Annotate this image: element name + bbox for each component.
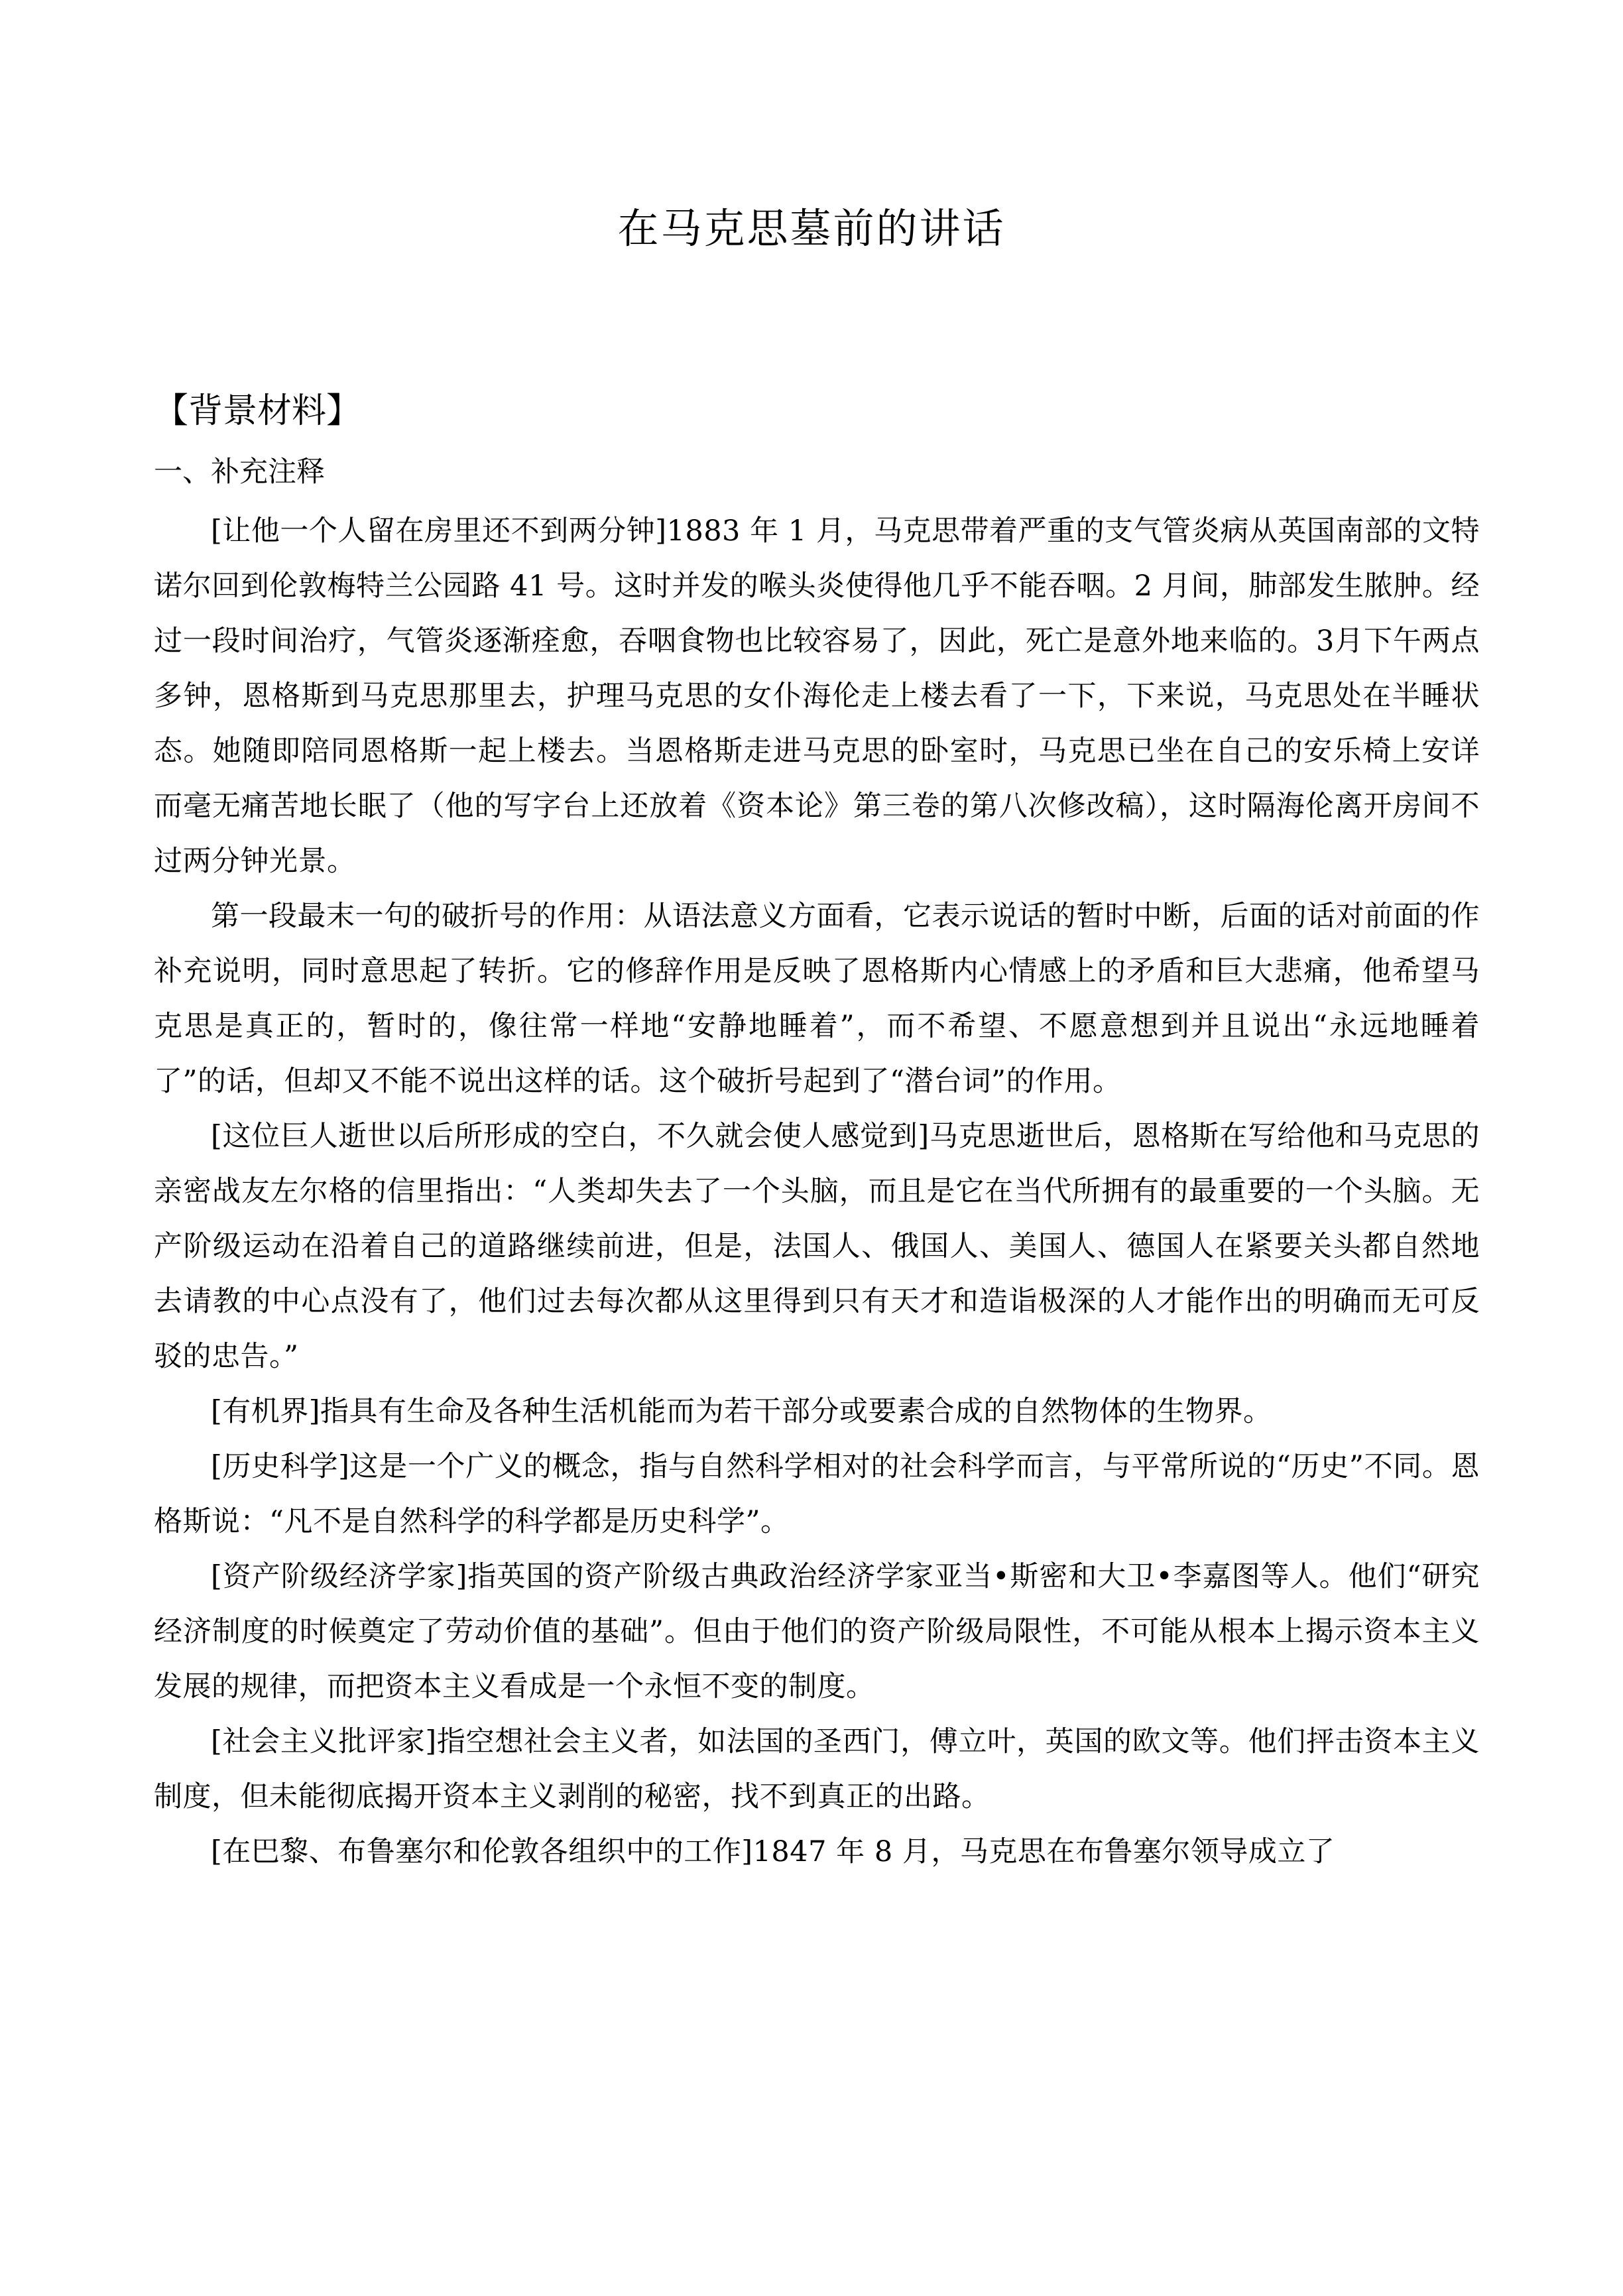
paragraph-bourgeois-economists: [资产阶级经济学家]指英国的资产阶级古典政治经济学家亚当•斯密和大卫•李嘉图等人。他们“研究经济制度的时候奠定了劳动价值的基础”。但由于他们的资产阶级局限性，不可能从根本上揭示资本主义发展的规律，而把资本主义看成是一个永恒不变的制度。 <box>154 1560 1480 1703</box>
subheading: 一、补充注释 <box>154 455 325 489</box>
page-title: 在马克思墓前的讲话 <box>617 204 1006 253</box>
paragraph-death-of-marx: [让他一个人留在房里还不到两分钟]1883 年 1 月，马克思带着严重的支气管炎病从英国南部的文特诺尔回到伦敦梅特兰公园路 41 号。这时并发的喉头炎使得他几乎不能吞咽。2 月间，肺部发生脓肿。经过一段时间治疗，气管炎逐渐痊愈，吞咽食物也比较容易了，因此，死亡是意外地来临的。3月下午两点多钟，恩格斯到马克思那里去，护理马克思的女仆海伦走上楼去看了一下，下来说，马克思处在半睡状态。她随即陪同恩格斯一起上楼去。当恩格斯走进马克思的卧室时，马克思已坐在自己的安乐椅上安详而毫无痛苦地长眠了（他的写字台上还放着《资本论》第三卷的第八次修改稿），这时隔海伦离开房间不过两分钟光景。 <box>154 514 1480 878</box>
body-text <box>154 504 1480 1880</box>
paragraph-socialist-critics: [社会主义批评家]指空想社会主义者，如法国的圣西门，傅立叶，英国的欧文等。他们抨击资本主义制度，但未能彻底揭开资本主义剥削的秘密，找不到真正的出路。 <box>154 1725 1480 1813</box>
paragraph-historical-science: [历史科学]这是一个广义的概念，指与自然科学相对的社会科学而言，与平常所说的“历史”不同。恩格斯说：“凡不是自然科学的科学都是历史科学”。 <box>154 1450 1480 1538</box>
paragraph-giant-void: [这位巨人逝世以后所形成的空白，不久就会使人感觉到]马克思逝世后，恩格斯在写给他和马克思的亲密战友左尔格的信里指出：“人类却失去了一个头脑，而且是它在当代所拥有的最重要的一个头脑。无产阶级运动在沿着自己的道路继续前进，但是，法国人、俄国人、美国人、德国人在紧要关头都自然地去请教的中心点没有了，他们过去每次都从这里得到只有天才和造诣极深的人才能作出的明确而无可反驳的忠告。” <box>154 1120 1480 1373</box>
paragraph-organizations-work: [在巴黎、布鲁塞尔和伦敦各组织中的工作]1847 年 8 月，马克思在布鲁塞尔领导成立了 <box>211 1835 1335 1868</box>
paragraph-dash-usage: 第一段最末一句的破折号的作用：从语法意义方面看，它表示说话的暂时中断，后面的话对前面的作补充说明，同时意思起了转折。它的修辞作用是反映了恩格斯内心情感上的矛盾和巨大悲痛，他希望马克思是真正的，暂时的，像往常一样地“安静地睡着”，而不希望、不愿意想到并且说出“永远地睡着了”的话，但却又不能不说出这样的话。这个破折号起到了“潜台词”的作用。 <box>154 900 1480 1098</box>
paragraph-organic-world: [有机界]指具有生命及各种生活机能而为若干部分或要素合成的自然物体的生物界。 <box>211 1395 1272 1428</box>
section-heading: 【背景材料】 <box>154 391 361 431</box>
